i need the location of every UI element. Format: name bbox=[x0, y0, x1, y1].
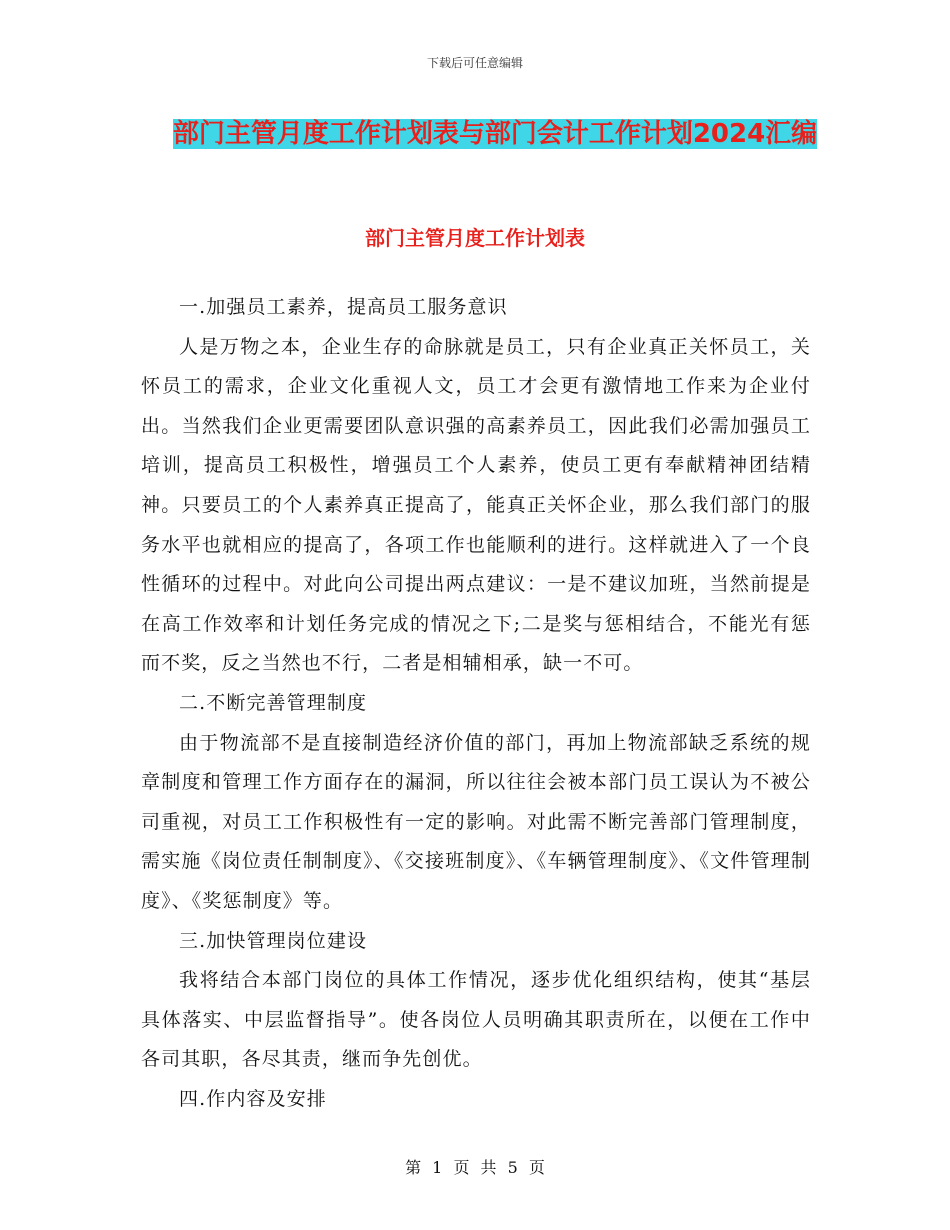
paragraph-2: 由于物流部不是直接制造经济价值的部门，再加上物流部缺乏系统的规章制度和管理工作方面存在的漏洞，所以往往会被本部门员工误认为不被公司重视，对员工工作积极性有一定的影响。对此需不断完善部门管理制度，需实施《岗位责任制制度》、《交接班制度》、《车辆管理制度》、《文件管理制度》、《奖惩制度》等。 bbox=[141, 731, 811, 912]
paragraph-1: 人是万物之本，企业生存的命脉就是员工，只有企业真正关怀员工，关怀员工的需求，企业文化重视人文，员工才会更有激情地工作来为企业付出。当然我们企业更需要团队意识强的高素养员工，因此我们必需加强员工培训，提高员工积极性，增强员工个人素养，使员工更有奉献精神团结精神。只要员工的个人素养真正提高了，能真正关怀企业，那么我们部门的服务水平也就相应的提高了，各项工作也能顺利的进行。这样就进入了一个良性循环的过程中。对此向公司提出两点建议：一是不建议加班，当然前提是在高工作效率和计划任务完成的情况之下;二是奖与惩相结合，不能光有惩而不奖，反之当然也不行，二者是相辅相承，缺一不可。 bbox=[141, 335, 811, 675]
heading-3: 三.加快管理岗位建设 bbox=[179, 929, 368, 952]
document-title-text: 部门主管月度工作计划表与部门会计工作计划2024汇编 bbox=[172, 119, 818, 149]
heading-2: 二.不断完善管理制度 bbox=[179, 691, 368, 714]
document-body bbox=[141, 288, 811, 1119]
heading-1: 一.加强员工素养，提高员工服务意识 bbox=[179, 296, 508, 318]
heading-4: 四.作内容及安排 bbox=[179, 1087, 327, 1110]
page-footer: 第 1 页 共 5 页 bbox=[405, 1158, 545, 1177]
document-title bbox=[150, 112, 840, 156]
header-note: 下载后可任意编辑 bbox=[426, 56, 523, 70]
paragraph-3: 我将结合本部门岗位的具体工作情况，逐步优化组织结构，使其“基层具体落实、中层监督指导”。使各岗位人员明确其职责所在，以便在工作中各司其职，各尽其责，继而争先创优。 bbox=[141, 969, 811, 1071]
section-title: 部门主管月度工作计划表 bbox=[365, 226, 585, 250]
